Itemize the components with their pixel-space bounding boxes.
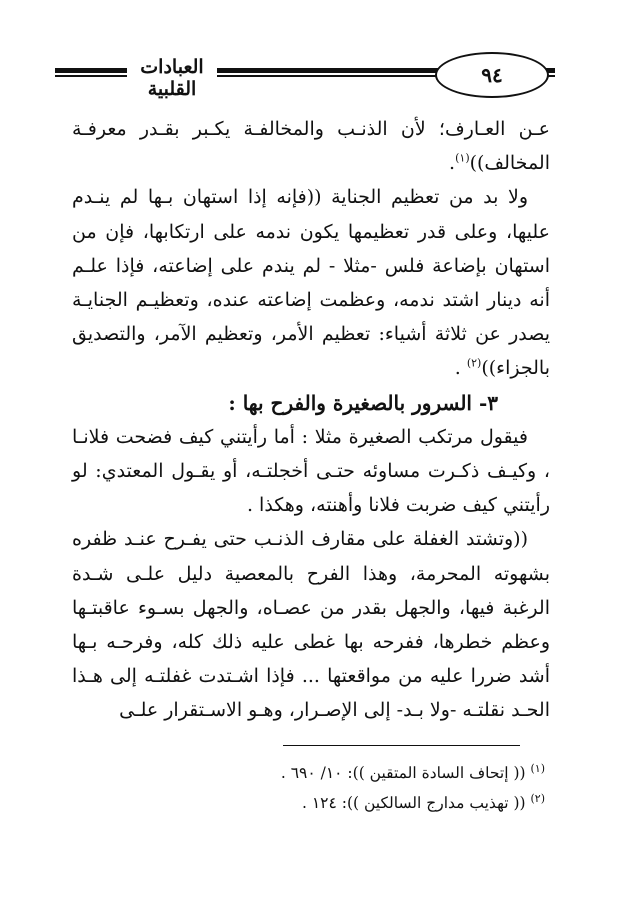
body-text: [72, 112, 550, 728]
paragraph-1-text: عـن العـارف؛ لأن الذنـب والمخالفـة يكـبر بقـدر معرفـة المخالف)): [72, 118, 550, 175]
paragraph-1-end: .: [449, 152, 456, 175]
footnote-2-number: (٢): [530, 791, 545, 805]
footnotes: [130, 758, 545, 818]
footnote-1-text: (( إتحاف السادة المتقين )): ١٠/ ٦٩٠ .: [280, 764, 531, 782]
header-rule-left: [55, 68, 127, 78]
paragraph-4: ((وتشتد الغفلة على مقارف الذنـب حتى يفـرح عنـد ظفره بشهوته المحرمة، وهذا الفرح بالمعصية دليل علـى شـدة الرغبة فيها، والجهل بقدر من عصـاه، والجهل بسـوء عاقبتـها وعظم خطرها، ففرحه بها غطى عليه ذلك كله، وفرحـه بـها أشد ضررا عليه من مواقعتها ... فإذا اشـتدت غفلتـه إلى هـذا الحـد نقلتـه -ولا بـد- إلى الإصـرار، وهـو الاسـتقرار علـى: [72, 528, 550, 722]
footnote-ref-2: (٢): [466, 357, 482, 371]
footnote-2: [130, 788, 545, 818]
footnote-1-number: (١): [530, 761, 545, 775]
footnote-1: [130, 758, 545, 788]
paragraph-2-text: ولا بد من تعظيم الجناية ((فإنه إذا استهان بـها لم ينـدم عليها، وعلى قدر تعظيمها يكون ندمه على ارتكابها، فإن من استهان بإضاعة فلس -مثلا - لم يندم على إضاعته، فإذا علـم أنه دينار اشتد ندمه، وعظمت إضاعته عنده، وتعظيـم الجنايـة يصدر عن ثلاثة أشياء: تعظيم الأمر، وتعظيم الآمر، والتصديق بالجزاء)): [72, 186, 550, 380]
footnote-ref-1: (١): [455, 151, 470, 165]
section-heading: ٣- السرور بالصغيرة والفرح بها :: [228, 390, 498, 415]
footnote-2-text: (( تهذيب مدارج السالكين )): ١٢٤ .: [301, 794, 531, 812]
footnote-divider: [283, 745, 520, 746]
paragraph-1: [72, 112, 550, 180]
page-header: [55, 52, 555, 98]
paragraph-3: فيقول مرتكب الصغيرة مثلا : أما رأيتني كيف فضحت فلانـا ، وكيـف ذكـرت مساوئه حتـى أخجلتـه، أو يقـول المعتدي: لو رأيتني كيف ضربت فلانا وأهنته، وهكذا .: [72, 425, 550, 517]
paragraph-2-end: .: [454, 357, 467, 380]
paragraph-2: [72, 180, 550, 385]
book-title: العبادات القلبية: [140, 56, 204, 100]
page-number: ٩٤: [435, 52, 549, 98]
